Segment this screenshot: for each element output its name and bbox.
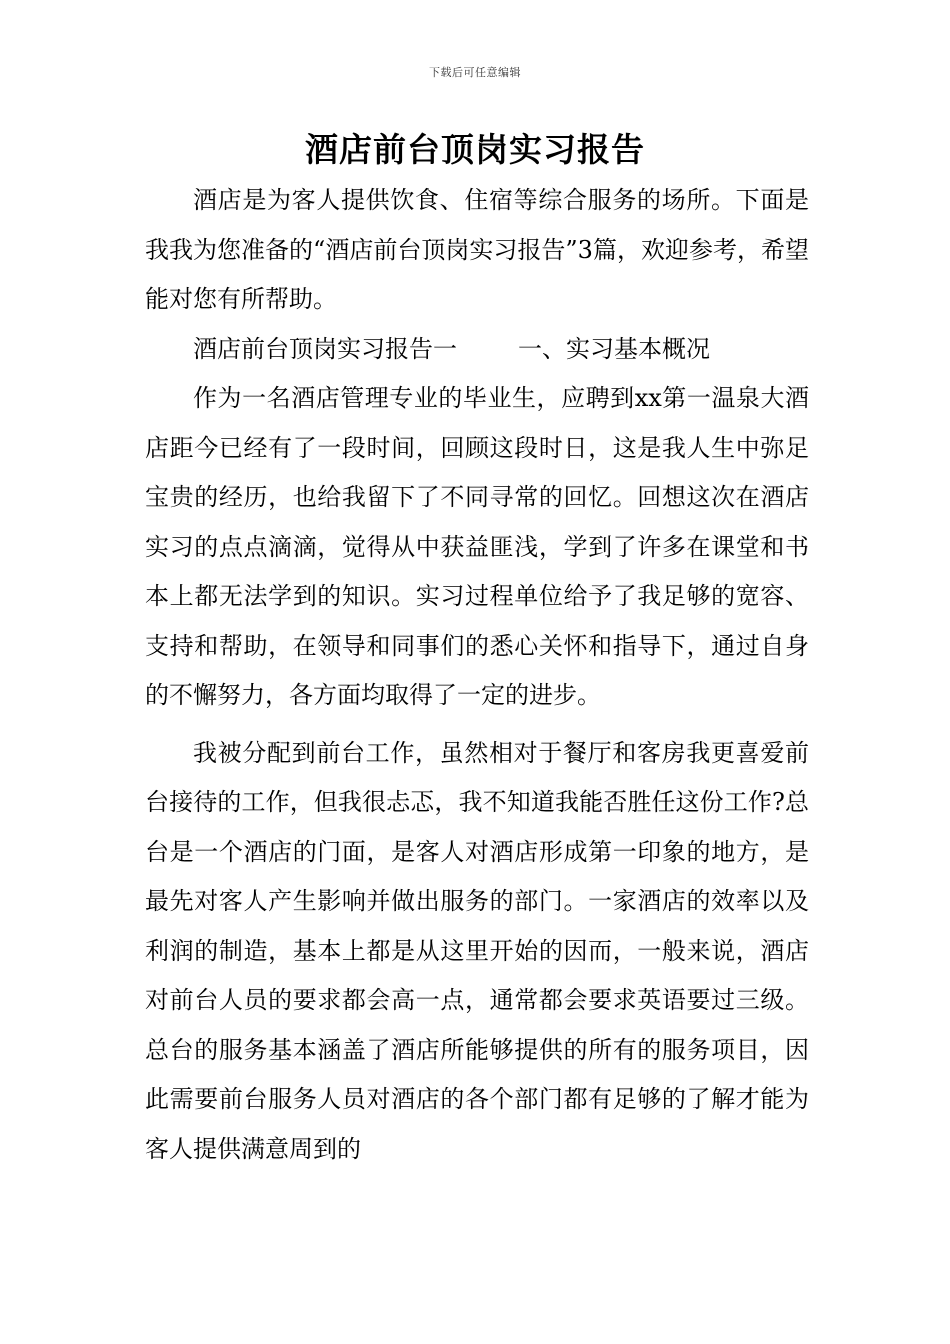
document-title: 酒店前台顶岗实习报告 [305, 130, 645, 169]
document-body [145, 176, 809, 1174]
intro-paragraph: 酒店是为客人提供饮食、住宿等综合服务的场所。下面是我我为您准备的“酒店前台顶岗实习报告”3篇，欢迎参考，希望能对您有所帮助。 [145, 186, 809, 313]
body-paragraph: 我被分配到前台工作，虽然相对于餐厅和客房我更喜爱前台接待的工作，但我很忐忑，我不知道我能否胜任这份工作?总台是一个酒店的门面，是客人对酒店形成第一印象的地方，是最先对客人产生影响并做出服务的部门。一家酒店的效率以及利润的制造，基本上都是从这里开始的因而，一般来说，酒店对前台人员的要求都会高一点，通常都会要求英语要过三级。总台的服务基本涵盖了酒店所能够提供的所有的服务项目，因此需要前台服务人员对酒店的各个部门都有足够的了解才能为客人提供满意周到的 [145, 738, 809, 1163]
body-paragraph: 作为一名酒店管理专业的毕业生，应聘到xx第一温泉大酒店距今已经有了一段时间，回顾这段时日，这是我人生中弥足宝贵的经历，也给我留下了不同寻常的回忆。回想这次在酒店实习的点点滴滴，觉得从中获益匪浅，学到了许多在课堂和书本上都无法学到的知识。实习过程单位给予了我足够的宽容、支持和帮助，在领导和同事们的悉心关怀和指导下，通过自身的不懈努力，各方面均取得了一定的进步。 [145, 384, 809, 709]
page-header-note: 下载后可任意编辑 [429, 66, 521, 79]
section-heading: 酒店前台顶岗实习报告一 一、实习基本概况 [193, 334, 711, 363]
